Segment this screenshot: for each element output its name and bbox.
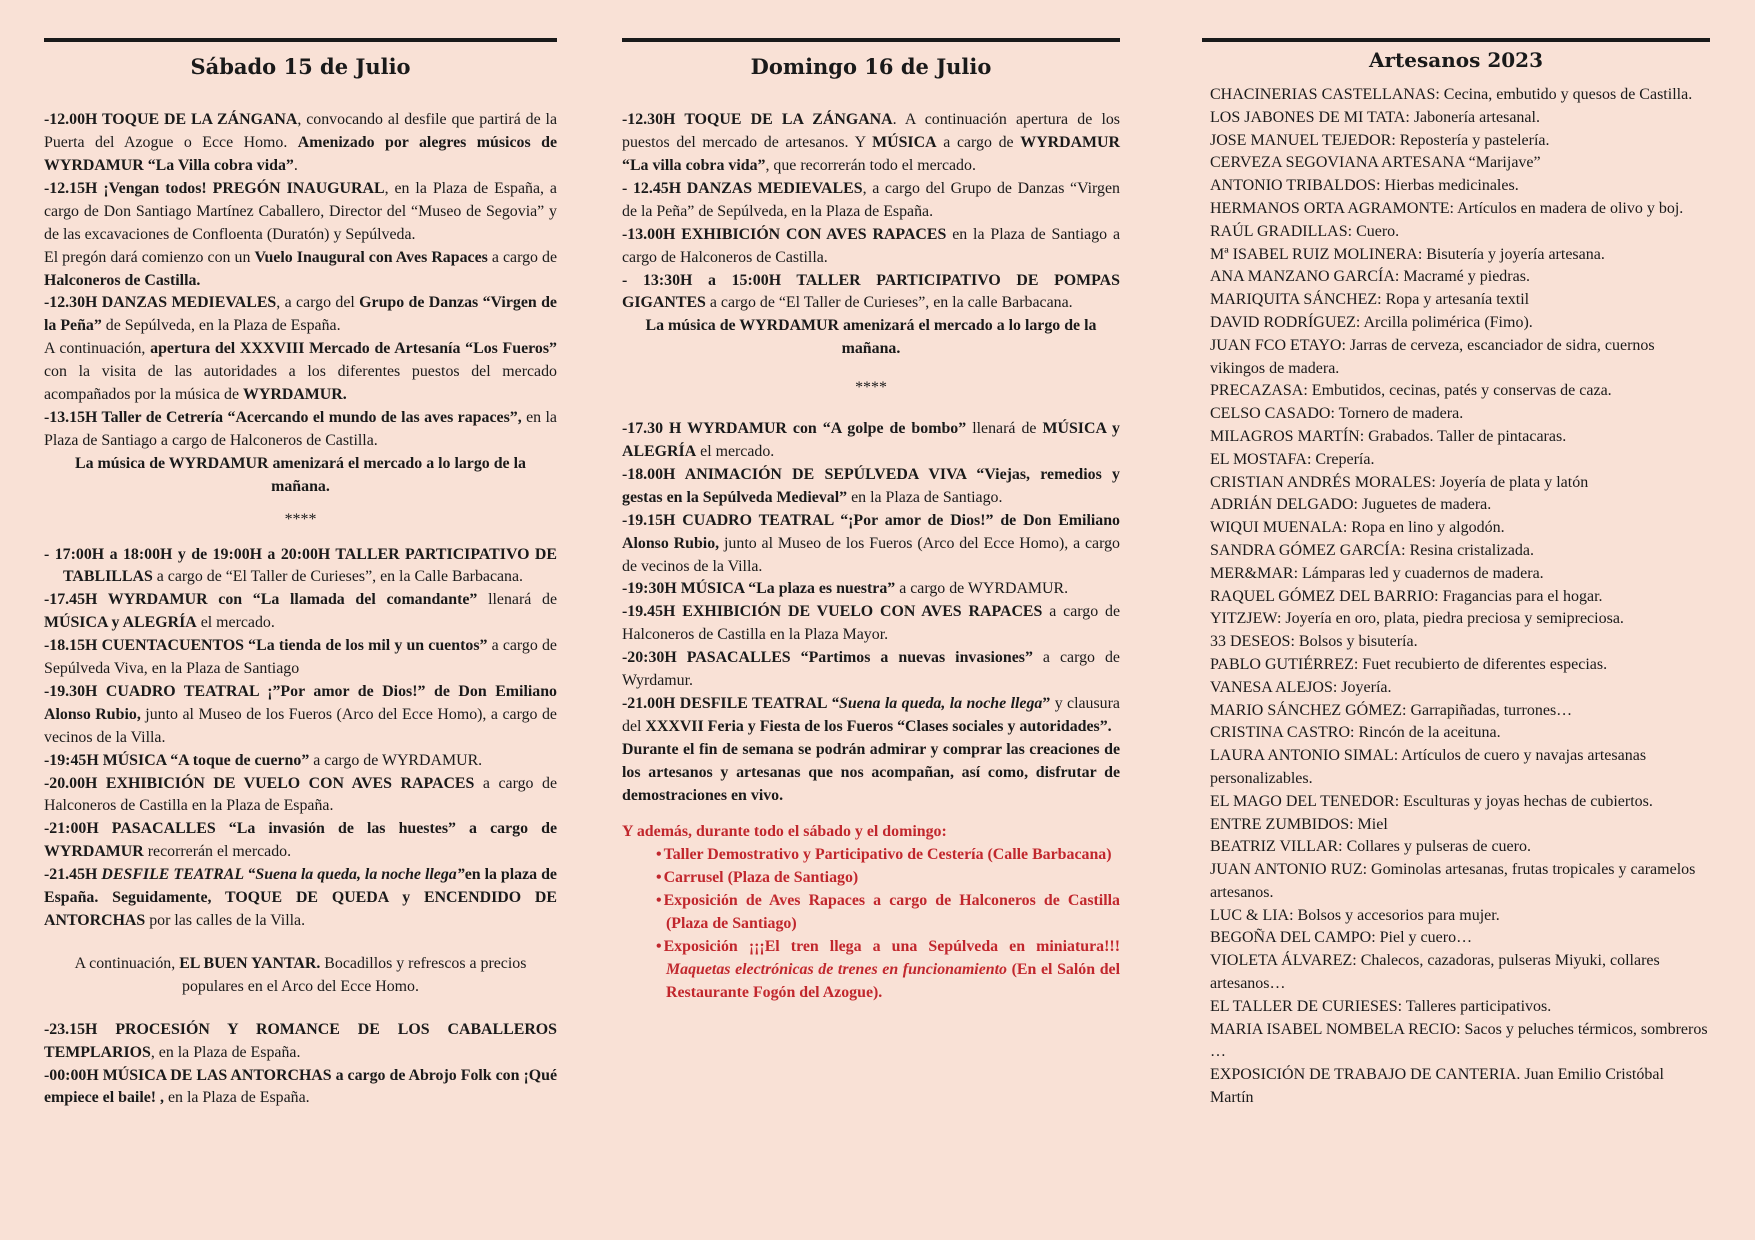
- artisan-item: ENTRE ZUMBIDOS: Miel: [1210, 815, 1388, 833]
- artisan-item: MILAGROS MARTÍN: Grabados. Taller de pintacaras.: [1210, 427, 1567, 445]
- sun-separator: ****: [855, 379, 887, 397]
- sat-event-16: -23.15H PROCESIÓN Y ROMANCE DE LOS CABALLEROS TEMPLARIOS, en la Plaza de España.: [44, 1020, 557, 1061]
- artisan-item: CRISTINA CASTRO: Rincón de la aceituna.: [1210, 724, 1501, 742]
- sun-event-8: -19.15H CUADRO TEATRAL “¡Por amor de Dios!” de Don Emiliano Alonso Rubio, junto al Museo de los Fueros (Arco del Ecce Homo), a cargo de vecinos de la Villa.: [622, 511, 1121, 575]
- sun-music-note: La música de WYRDAMUR amenizará el mercado a lo largo de la mañana.: [645, 317, 1097, 358]
- artisan-item: MARIA ISABEL NOMBELA RECIO: Sacos y peluches térmicos, sombreros …: [1210, 1020, 1708, 1061]
- sat-event-10: -19.30H CUADRO TEATRAL ¡”Por amor de Dios!” de Don Emiliano Alonso Rubio, junto al Museo de los Fueros (Arco del Ecce Homo), a cargo de vecinos de la Villa.: [44, 682, 557, 746]
- artisan-item: ANA MANZANO GARCÍA: Macramé y piedras.: [1210, 268, 1530, 286]
- sat-event-17: -00:00H MÚSICA DE LAS ANTORCHAS a cargo de Abrojo Folk con ¡Qué empiece el baile! , en la Plaza de España.: [44, 1066, 557, 1107]
- activity-carrusel: • Carrusel (Plaza de Santiago): [656, 869, 859, 887]
- sat-music-note: La música de WYRDAMUR amenizará el mercado a lo largo de la mañana.: [75, 454, 526, 495]
- artisan-item: PRECAZASA: Embutidos, cecinas, patés y conservas de caza.: [1210, 382, 1612, 400]
- top-rule: [622, 38, 1120, 42]
- sat-event-8: -17.45H WYRDAMUR con “La llamada del comandante” llenará de MÚSICA y ALEGRÍA el mercado.: [44, 591, 558, 632]
- bullet-icon: •: [656, 892, 662, 910]
- activity-aves: • Exposición de Aves Rapaces a cargo de Halconeros de Castilla (Plaza de Santiago): [656, 892, 1120, 933]
- saturday-title: Sábado 15 de Julio: [190, 54, 411, 79]
- artisan-item: LAURA ANTONIO SIMAL: Artículos de cuero y navajas artesanas personalizables.: [1210, 747, 1647, 787]
- artisan-item: JOSE MANUEL TEJEDOR: Repostería y pastelería.: [1210, 131, 1550, 149]
- activity-cesteria: • Taller Demostrativo y Participativo de Cestería (Calle Barbacana): [656, 846, 1112, 864]
- saturday-events: [44, 109, 557, 1110]
- artisan-item: EL MAGO DEL TENEDOR: Esculturas y joyas hechas de cubiertos.: [1210, 792, 1653, 810]
- artisan-item: WIQUI MUENALA: Ropa en lino y algodón.: [1210, 519, 1505, 537]
- activity-tren: • Exposición ¡¡¡El tren llega a una Sepúlveda en miniatura!!! Maquetas electrónicas de trenes en funcionamiento (En el Salón del Restaurante Fogón del Azogue).: [656, 938, 1120, 1001]
- red-activities-list: [622, 844, 1120, 1004]
- artisan-item: Mª ISABEL RUIZ MOLINERA: Bisutería y joyería artesana.: [1210, 245, 1605, 263]
- spacer: [44, 933, 557, 953]
- sat-event-3: -12.30H DANZAS MEDIEVALES, a cargo del Grupo de Danzas “Virgen de la Peña” de Sepúlveda, en la Plaza de España.: [44, 294, 557, 335]
- artisan-item: CRISTIAN ANDRÉS MORALES: Joyería de plata y latón: [1210, 473, 1589, 491]
- artisan-item: ANTONIO TRIBALDOS: Hierbas medicinales.: [1210, 177, 1519, 195]
- artisan-item: DAVID RODRÍGUEZ: Arcilla polimérica (Fimo).: [1210, 313, 1533, 331]
- bullet-icon: •: [656, 869, 662, 887]
- sun-event-7: -18.00H ANIMACIÓN DE SEPÚLVEDA VIVA “Viejas, remedios y gestas en la Sepúlveda Medieval” en la Plaza de Santiago.: [622, 465, 1120, 506]
- sat-event-4: A continuación, apertura del XXXVIII Mercado de Artesanía “Los Fueros” con la visita de las autoridades a los diferentes puestos del mercado acompañados por la música de WYRDAMUR.: [44, 340, 557, 404]
- sat-event-2: -12.15H ¡Vengan todos! PREGÓN INAUGURAL, en la Plaza de España, a cargo de Don Santiago Martínez Caballero, Director del “Museo de Segovia” y de las excavaciones de Confloenta (Duratón) y Sepúlveda.: [44, 179, 557, 243]
- sun-event-1: -12.30H TOQUE DE LA ZÁNGANA. A continuación apertura de los puestos del mercado de artesanos. Y MÚSICA a cargo de WYRDAMUR “La villa cobra vida”, que recorrerán todo el mercado.: [622, 111, 1121, 174]
- artisan-item: CELSO CASADO: Tornero de madera.: [1210, 405, 1464, 423]
- sun-event-6: -17.30 H WYRDAMUR con “A golpe de bombo” llenará de MÚSICA y ALEGRÍA el mercado.: [622, 420, 1120, 460]
- sat-event-15: A continuación, EL BUEN YANTAR. Bocadillos y refrescos a precios populares en el Arco del Ecce Homo.: [74, 954, 527, 995]
- artisan-item: LUC & LIA: Bolsos y accesorios para mujer.: [1210, 906, 1500, 924]
- sat-event-11: -19:45H MÚSICA “A toque de cuerno” a cargo de WYRDAMUR.: [44, 751, 483, 769]
- sat-event-2b: El pregón dará comienzo con un Vuelo Inaugural con Aves Rapaces a cargo de Halconeros de Castilla.: [44, 248, 558, 289]
- sunday-events: [622, 109, 1120, 1005]
- artisan-item: EL MOSTAFA: Crepería.: [1210, 450, 1375, 468]
- sun-event-12: -21.00H DESFILE TEATRAL “Suena la queda, la noche llega” y clausura del XXXVII Feria y Fiesta de los Fueros “Clases sociales y autoridades”.: [622, 694, 1120, 735]
- top-rule: [44, 38, 557, 42]
- bullet-icon: •: [656, 938, 662, 955]
- red-intro: Y además, durante todo el sábado y el domingo:: [622, 823, 947, 841]
- spacer: [44, 999, 557, 1019]
- artisan-item: LOS JABONES DE MI TATA: Jabonería artesanal.: [1210, 108, 1540, 126]
- artisans-column: [1202, 0, 1710, 1110]
- artisan-item: YITZJEW: Joyería en oro, plata, piedra preciosa y semipreciosa.: [1210, 610, 1624, 628]
- sat-event-13: -21:00H PASACALLES “La invasión de las huestes” a cargo de WYRDAMUR recorrerán el mercado.: [44, 820, 557, 861]
- sunday-title: Domingo 16 de Julio: [750, 54, 992, 79]
- sat-event-1: -12.00H TOQUE DE LA ZÁNGANA, convocando al desfile que partirá de la Puerta del Azogue o Ecce Homo. Amenizado por alegres músicos de WYRDAMUR “La Villa cobra vida”.: [44, 111, 557, 174]
- artisan-item: JUAN ANTONIO RUZ: Gominolas artesanas, frutas tropicales y caramelos artesanos.: [1210, 861, 1696, 901]
- sun-weekend-note: Durante el fin de semana se podrán admirar y comprar las creaciones de los artesanos y artesanas que nos acompañan, así como, disfrutar de demostraciones en vivo.: [622, 740, 1120, 804]
- sat-event-12: -20.00H EXHIBICIÓN DE VUELO CON AVES RAPACES a cargo de Halconeros de Castilla en la Plaza de España.: [44, 774, 557, 815]
- artisan-item: 33 DESEOS: Bolsos y bisutería.: [1210, 633, 1418, 651]
- artisan-item: EXPOSICIÓN DE TRABAJO DE CANTERIA. Juan Emilio Cristóbal Martín: [1210, 1066, 1664, 1107]
- artisan-item: BEATRIZ VILLAR: Collares y pulseras de cuero.: [1210, 838, 1531, 856]
- artisan-item: BEGOÑA DEL CAMPO: Piel y cuero…: [1210, 929, 1473, 947]
- sun-event-9: -19:30H MÚSICA “La plaza es nuestra” a cargo de WYRDAMUR.: [622, 580, 1069, 598]
- sat-event-9: -18.15H CUENTACUENTOS “La tienda de los mil y un cuentos” a cargo de Sepúlveda Viva, en la Plaza de Santiago: [44, 637, 557, 678]
- sun-event-2: - 12.45H DANZAS MEDIEVALES, a cargo del Grupo de Danzas “Virgen de la Peña” de Sepúlveda, en la Plaza de España.: [622, 179, 1120, 220]
- artisan-item: VIOLETA ÁLVAREZ: Chalecos, cazadoras, pulseras Miyuki, collares artesanos…: [1210, 952, 1660, 993]
- top-rule: [1202, 38, 1710, 42]
- sun-event-11: -20:30H PASACALLES “Partimos a nuevas invasiones” a cargo de Wyrdamur.: [622, 649, 1120, 690]
- sat-event-7: - 17:00H a 18:00H y de 19:00H a 20:00H TALLER PARTICIPATIVO DE TABLILLAS a cargo de “El Taller de Curieses”, en la Calle Barbacana.: [44, 545, 557, 586]
- artisan-item: MARIQUITA SÁNCHEZ: Ropa y artesanía textil: [1210, 291, 1530, 309]
- sat-event-14: -21.45H DESFILE TEATRAL “Suena la queda, la noche llega”en la plaza de España. Seguidamente, TOQUE DE QUEDA y ENCENDIDO DE ANTORCHAS por las calles de la Villa.: [44, 866, 557, 929]
- artisan-item: RAÚL GRADILLAS: Cuero.: [1210, 222, 1400, 240]
- sun-event-3: -13.00H EXHIBICIÓN CON AVES RAPACES en la Plaza de Santiago a cargo de Halconeros de Castilla.: [622, 225, 1121, 266]
- artisan-item: MARIO SÁNCHEZ GÓMEZ: Garrapiñadas, turrones…: [1210, 701, 1573, 719]
- artisan-item: EL TALLER DE CURIESES: Talleres participativos.: [1210, 997, 1552, 1015]
- sat-separator: ****: [284, 510, 317, 528]
- artisan-item: MER&MAR: Lámparas led y cuadernos de madera.: [1210, 564, 1544, 582]
- artisan-item: CHACINERIAS CASTELLANAS: Cecina, embutido y quesos de Castilla.: [1210, 86, 1693, 103]
- artisan-item: PABLO GUTIÉRREZ: Fuet recubierto de diferentes especias.: [1210, 655, 1608, 673]
- bullet-icon: •: [656, 846, 662, 864]
- sunday-column: [622, 0, 1120, 1005]
- artisan-item: JUAN FCO ETAYO: Jarras de cerveza, escanciador de sidra, cuernos vikingos de madera.: [1210, 336, 1655, 377]
- sun-event-10: -19.45H EXHIBICIÓN DE VUELO CON AVES RAPACES a cargo de Halconeros de Castilla en la Plaza Mayor.: [622, 603, 1120, 644]
- artisan-item: HERMANOS ORTA AGRAMONTE: Artículos en madera de olivo y boj.: [1210, 199, 1684, 217]
- artisan-item: RAQUEL GÓMEZ DEL BARRIO: Fragancias para el hogar.: [1210, 587, 1603, 605]
- artisan-item: VANESA ALEJOS: Joyería.: [1210, 678, 1392, 696]
- artisan-item: ADRIÁN DELGADO: Juguetes de madera.: [1210, 496, 1492, 514]
- artisan-item: SANDRA GÓMEZ GARCÍA: Resina cristalizada.: [1210, 541, 1534, 559]
- artisans-title: Artesanos 2023: [1368, 48, 1543, 72]
- sat-event-5: -13.15H Taller de Cetrería “Acercando el mundo de las aves rapaces”, en la Plaza de Santiago a cargo de Halconeros de Castilla.: [44, 408, 557, 449]
- artisans-list: [1202, 84, 1710, 1110]
- sun-event-4: - 13:30H a 15:00H TALLER PARTICIPATIVO DE POMPAS GIGANTES a cargo de “El Taller de Curieses”, en la calle Barbacana.: [622, 271, 1120, 312]
- saturday-column: [44, 0, 557, 1110]
- artisan-item: CERVEZA SEGOVIANA ARTESANA “Marijave”: [1210, 154, 1541, 172]
